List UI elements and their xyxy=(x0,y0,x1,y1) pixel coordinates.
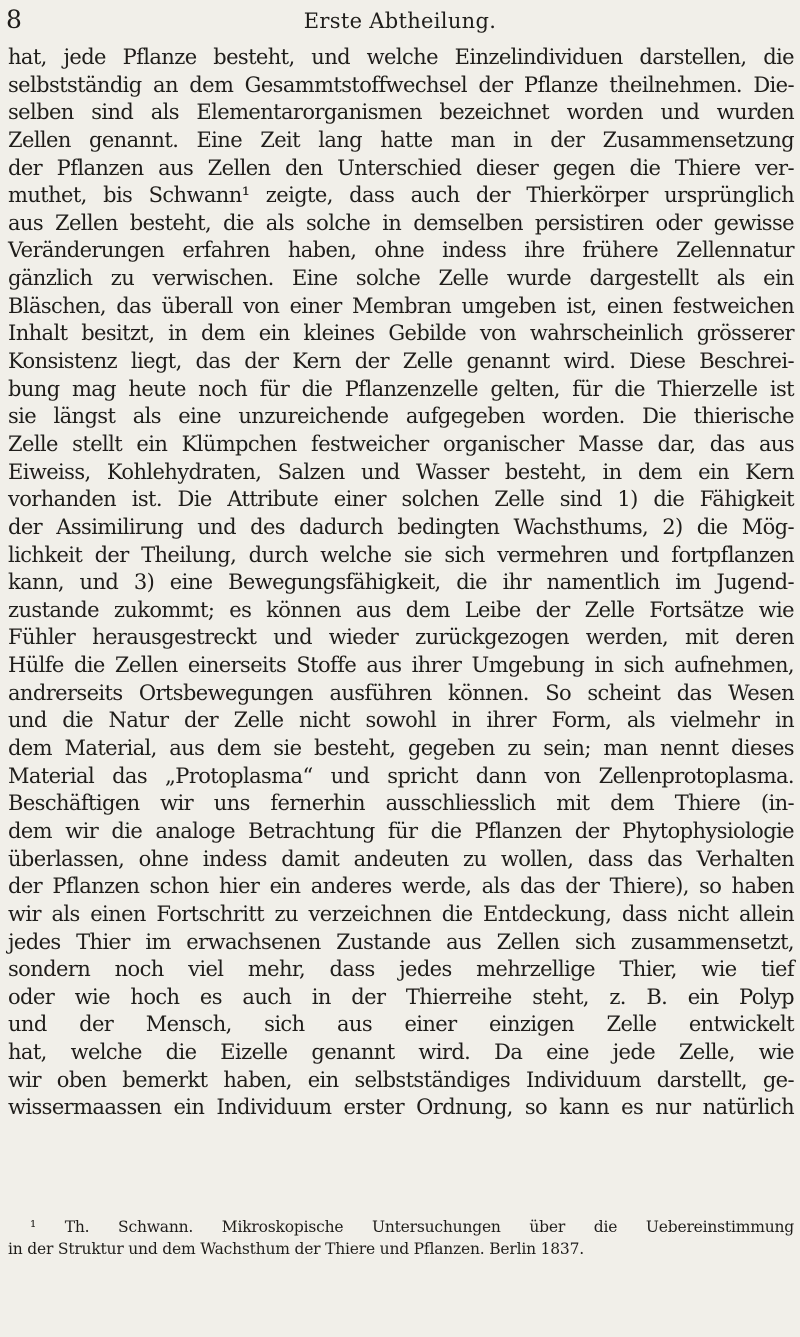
text-line: bung mag heute noch für die Pflanzenzelle gelten, für die Thierzelle ist xyxy=(8,376,794,401)
text-line: Zellen genannt. Eine Zeit lang hatte man in der Zusammensetzung xyxy=(8,127,794,152)
text-line: hat, welche die Eizelle genannt wird. Da eine jede Zelle, wie xyxy=(8,1040,794,1065)
text-line: kann, und 3) eine Bewegungsfähigkeit, die ihr namentlich im Jugend- xyxy=(8,570,794,595)
text-line: muthet, bis Schwann¹ zeigte, dass auch der Thierkörper ursprünglich xyxy=(8,183,794,208)
footnote-line: in der Struktur und dem Wachsthum der Thiere und Pflanzen. Berlin 1837. xyxy=(8,1240,584,1258)
text-line: Bläschen, das überall von einer Membran umgeben ist, einen festweichen xyxy=(8,293,794,318)
text-line: wir oben bemerkt haben, ein selbstständiges Individuum darstellt, ge- xyxy=(8,1067,794,1092)
page-header xyxy=(0,4,800,36)
text-line: andrerseits Ortsbewegungen ausführen können. So scheint das Wesen xyxy=(8,680,794,705)
text-line: der Pflanzen aus Zellen den Unterschied dieser gegen die Thiere ver- xyxy=(8,155,794,180)
footnotes xyxy=(8,1216,794,1260)
text-line: jedes Thier im erwachsenen Zustande aus Zellen sich zusammensetzt, xyxy=(8,929,794,954)
text-line: lichkeit der Theilung, durch welche sie sich vermehren und fortpflanzen xyxy=(8,542,794,567)
text-line: Konsistenz liegt, das der Kern der Zelle genannt wird. Diese Beschrei- xyxy=(8,349,794,374)
text-line: hat, jede Pflanze besteht, und welche Einzelindividuen darstellen, die xyxy=(8,45,794,69)
text-line: zustande zukommt; es können aus dem Leibe der Zelle Fortsätze wie xyxy=(8,597,794,622)
page-number: 8 xyxy=(6,5,22,34)
text-line: aus Zellen besteht, die als solche in demselben persistiren oder gewisse xyxy=(8,210,794,235)
text-line: Zelle stellt ein Klümpchen festweicher organischer Masse dar, das aus xyxy=(8,431,794,456)
text-line: und der Mensch, sich aus einer einzigen Zelle entwickelt xyxy=(8,1012,794,1037)
text-line: selben sind als Elementarorganismen bezeichnet worden und wurden xyxy=(8,100,794,125)
text-line: sie längst als eine unzureichende aufgegeben worden. Die thierische xyxy=(8,404,794,429)
text-line: Hülfe die Zellen einerseits Stoffe aus ihrer Umgebung in sich aufnehmen, xyxy=(8,653,794,678)
body-text xyxy=(8,44,794,1122)
text-line: Eiweiss, Kohlehydraten, Salzen und Wasser besteht, in dem ein Kern xyxy=(8,459,794,484)
text-line: der Assimilirung und des dadurch bedingten Wachsthums, 2) die Mög- xyxy=(8,514,794,539)
text-line: selbstständig an dem Gesammtstoffwechsel der Pflanze theilnehmen. Die- xyxy=(8,72,794,97)
running-head: Erste Abtheilung. xyxy=(303,9,497,33)
text-line: Veränderungen erfahren haben, ohne indess ihre frühere Zellennatur xyxy=(8,238,794,263)
text-line: der Pflanzen schon hier ein anderes werde, als das der Thiere), so haben xyxy=(8,874,794,899)
text-line: Fühler herausgestreckt und wieder zurückgezogen werden, mit deren xyxy=(8,625,794,650)
text-line: Beschäftigen wir uns fernerhin ausschliesslich mit dem Thiere (in- xyxy=(8,791,794,816)
footnote-line: ¹ Th. Schwann. Mikroskopische Untersuchungen über die Uebereinstimmung xyxy=(30,1218,794,1236)
text-line: oder wie hoch es auch in der Thierreihe steht, z. B. ein Polyp xyxy=(8,984,794,1009)
text-line: überlassen, ohne indess damit andeuten zu wollen, dass das Verhalten xyxy=(8,846,794,871)
text-line: dem wir die analoge Betrachtung für die Pflanzen der Phytophysiologie xyxy=(8,818,794,843)
text-line: wissermaassen ein Individuum erster Ordnung, so kann es nur natürlich xyxy=(8,1095,794,1120)
text-line: dem Material, aus dem sie besteht, gegeben zu sein; man nennt dieses xyxy=(8,736,794,761)
text-line: Inhalt besitzt, in dem ein kleines Gebilde von wahrscheinlich grösserer xyxy=(8,321,794,346)
text-line: wir als einen Fortschritt zu verzeichnen die Entdeckung, dass nicht allein xyxy=(8,901,794,926)
text-line: sondern noch viel mehr, dass jedes mehrzellige Thier, wie tief xyxy=(8,957,794,982)
text-line: gänzlich zu verwischen. Eine solche Zelle wurde dargestellt als ein xyxy=(8,266,794,291)
text-line: Material das „Protoplasma“ und spricht dann von Zellenprotoplasma. xyxy=(8,763,794,788)
text-line: und die Natur der Zelle nicht sowohl in ihrer Form, als vielmehr in xyxy=(8,708,794,733)
text-line: vorhanden ist. Die Attribute einer solchen Zelle sind 1) die Fähigkeit xyxy=(8,487,794,512)
